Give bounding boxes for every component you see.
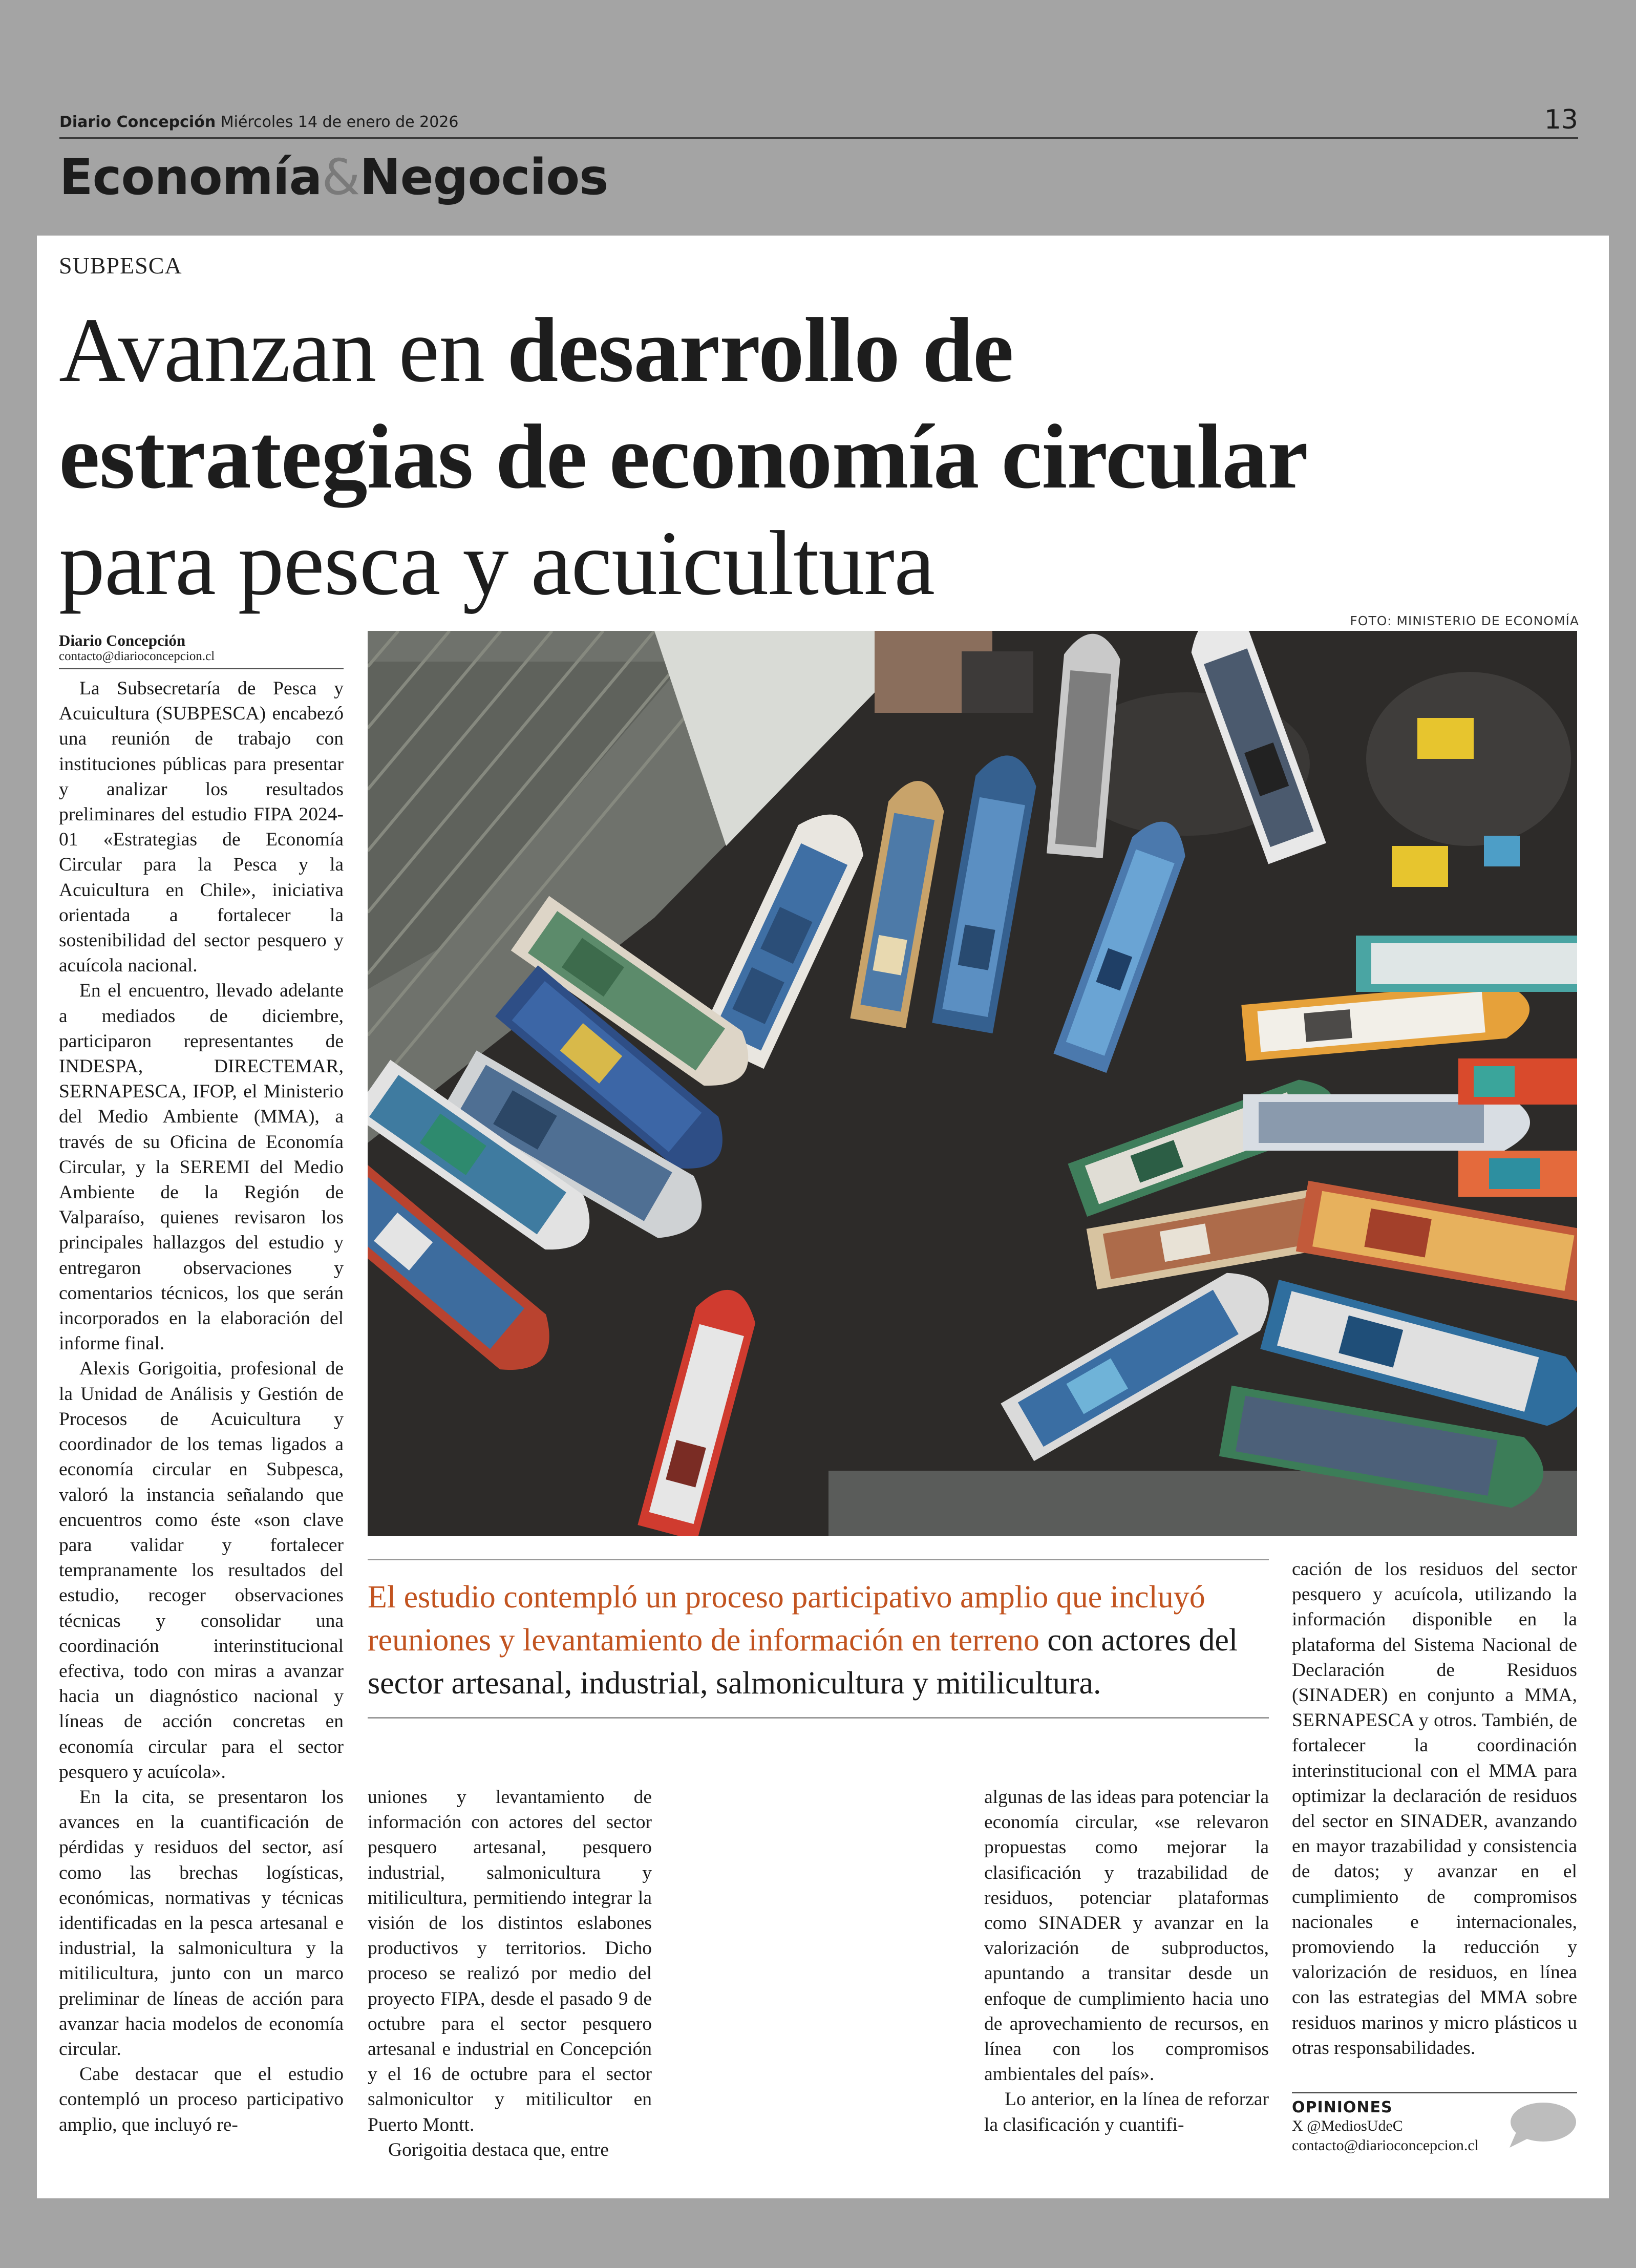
issue-date: Miércoles 14 de enero de 2026	[220, 113, 459, 131]
paragraph: uniones y levantamiento de información con actores del sector pesquero artesanal, pesquero industrial, salmonicultura y mitilicultura, permitiendo integrar la visión de los distintos eslabones productivos y territorios. Dicho proceso se realizó por medio del proyecto FIPA, desde el pasado 9 de octubre para el sector pesquero artesanal e industrial en Concepción y el 16 de octubre para el sector salmonicultor y mitilicultor en Puerto Montt.	[368, 1787, 652, 2135]
paragraph: cación de los residuos del sector pesquero y acuícola, utilizando la información disponible en la plataforma del Sistema Nacional de Declaración de Residuos (SINADER) en conjunto a MMA, SERNAPESCA y otros. También, de fortalecer la coordinación interinstitucional con el MMA para optimizar la declaración de residuos del sector en SINADER, avanzando en mayor trazabilidad y consistencia de datos; y avanzar en el cumplimiento de compromisos nacionales e internacionales, promoviendo la reducción y valorización de residuos, en línea con las estrategias del MMA sobre residuos marinos y micro plásticos u otras responsabilidades.	[1292, 1559, 1577, 2059]
opinions-email[interactable]: contacto@diarioconcepcion.cl	[1292, 2137, 1479, 2154]
byline-email: contacto@diarioconcepcion.cl	[59, 649, 215, 663]
pull-quote-lead: El estudio contempló un proceso participativo amplio que incluyó reuniones y levantamiento de información en terreno	[368, 1580, 1205, 1658]
photo-credit: FOTO: MINISTERIO DE ECONOMÍA	[1350, 613, 1579, 628]
paragraph: algunas de las ideas para potenciar la economía circular, «se relevaron propuestas como mejorar la clasificación y trazabilidad de residuos, potenciar plataformas como SINADER y avanzar en la valorización de subproductos, apuntando a transitar desde un enfoque de cumplimiento hacia uno de aprovechamiento de recursos, en línea con los compromisos ambientales del país».	[984, 1787, 1269, 2085]
section-title-ampersand: &	[322, 149, 360, 206]
paragraph: Gorigoitia destaca que, entre	[388, 2139, 609, 2160]
article-column-3	[984, 1785, 1269, 2174]
fishing-boats-photo	[368, 631, 1577, 1536]
section-title	[59, 149, 608, 206]
paragraph: Cabe destacar que el estudio contempló un proceso participativo amplio, que incluyó re-	[59, 2064, 344, 2135]
paragraph: Lo anterior, en la línea de reforzar la clasificación y cuantifi-	[984, 2089, 1269, 2135]
article-column-4	[1292, 1557, 1577, 2069]
article-kicker: SUBPESCA	[59, 252, 182, 279]
section-title-left: Economía	[59, 149, 322, 206]
article-headline	[59, 297, 1595, 617]
byline	[59, 632, 344, 669]
opinions-box	[1292, 2092, 1577, 2155]
speech-bubble-icon	[1505, 2101, 1577, 2150]
masthead-info	[59, 113, 459, 131]
headline-line3: para pesca y acuicultura	[59, 512, 934, 614]
pull-quote	[368, 1559, 1269, 1719]
article-column-1	[59, 676, 344, 2171]
masthead	[59, 101, 1578, 139]
article-photo	[368, 631, 1577, 1536]
headline-line1-bold: desarrollo de	[507, 299, 1013, 401]
byline-name: Diario Concepción	[59, 631, 186, 649]
paragraph: La Subsecretaría de Pesca y Acuicultura (SUBPESCA) encabezó una reunión de trabajo con instituciones públicas para presentar y analizar los resultados preliminares del estudio FIPA 2024-01 «Estrategias de Economía Circular para la Pesca y la Acuicultura en Chile», iniciativa orientada a fortalecer la sostenibilidad del sector pesquero y acuícola nacional.	[59, 678, 344, 977]
page-number: 13	[1544, 104, 1578, 135]
pull-quote-rest: con actores del sector artesanal, industrial, salmonicultura y mitilicultura.	[368, 1623, 1238, 1701]
headline-line2: estrategias de economía circular	[59, 406, 1308, 507]
opinions-title: OPINIONES	[1292, 2099, 1393, 2116]
article-column-2	[368, 1785, 652, 2174]
headline-line1-light: Avanzan en	[59, 299, 507, 401]
newspaper-name: Diario Concepción	[59, 113, 216, 131]
section-title-right: Negocios	[359, 149, 608, 206]
paragraph: En la cita, se presentaron los avances en la cuantificación de pérdidas y residuos del sector, así como las brechas logísticas, económicas, normativas y técnicas identificadas en la pesca artesanal e industrial, la salmonicultura y la mitilicultura, junto con un marco preliminar de líneas de acción para avanzar hacia modelos de economía circular.	[59, 1786, 344, 2060]
paragraph: Alexis Gorigoitia, profesional de la Unidad de Análisis y Gestión de Procesos de Acuicultura y coordinador de los temas ligados a economía circular en Subpesca, valoró la instancia señalando que encuentros como éste «son clave para validar y fortalecer tempranamente los resultados del estudio, recoger observaciones técnicas y consolidar una coordinación interinstitucional efectiva, todo con miras a avanzar hacia un diagnóstico nacional y líneas de acción concretas en economía circular para el sector pesquero y acuícola».	[59, 1358, 344, 1783]
article-sheet	[37, 236, 1609, 2198]
opinions-x-handle[interactable]: X @MediosUdeC	[1292, 2117, 1403, 2134]
paragraph: En el encuentro, llevado adelante a mediados de diciembre, participaron representantes de INDESPA, DIRECTEMAR, SERNAPESCA, IFOP, el Ministerio del Medio Ambiente (MMA), a través de su Oficina de Economía Circular, y la SEREMI del Medio Ambiente de la Región de Valparaíso, quienes revisaron los principales hallazgos del estudio y entregaron observaciones y comentarios técnicos, los que serán incorporados en la elaboración del informe final.	[59, 980, 344, 1354]
